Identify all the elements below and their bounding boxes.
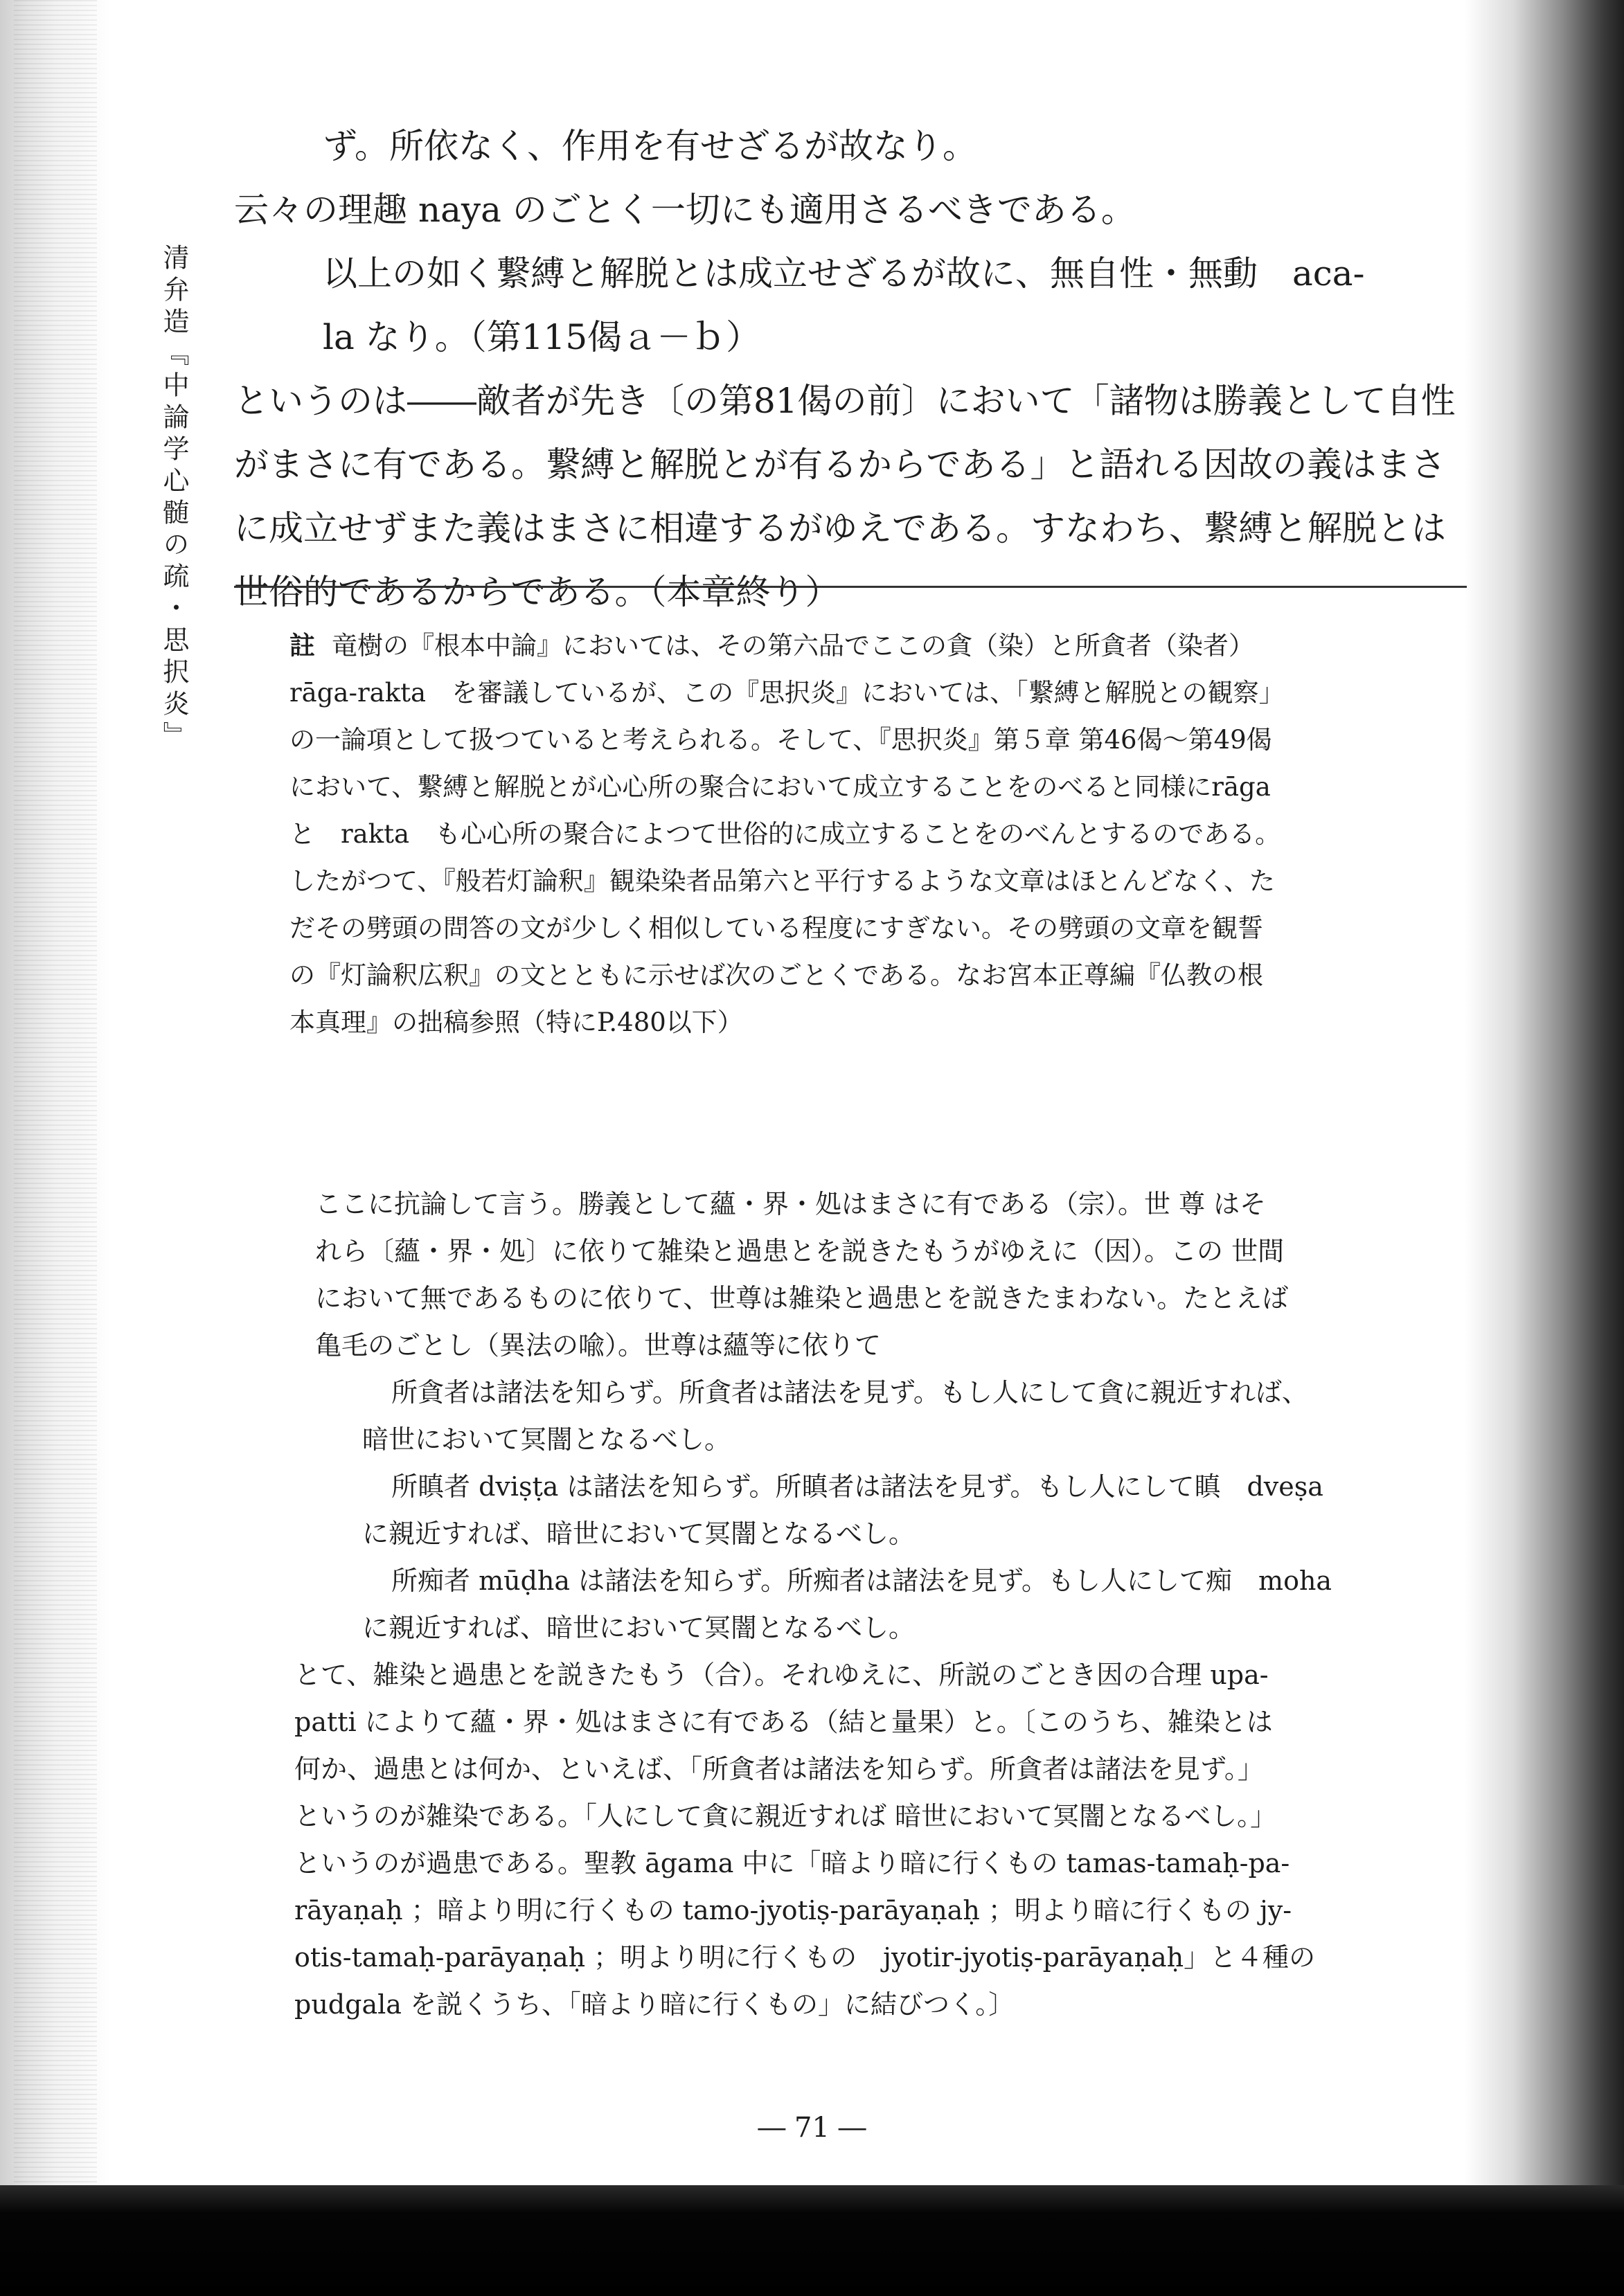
- quote-line: というのが過患である。聖教 āgama 中に「暗より暗に行くもの tamas-tamaḥ-pa-: [294, 1848, 1290, 1878]
- quote-line: ここに抗論して言う。勝義として蘊・界・処はまさに有である（宗）。世 尊 はそ: [315, 1189, 1267, 1219]
- quote-line: 暗世において冥闇となるべし。: [362, 1424, 731, 1455]
- note-line: [289, 622, 1467, 670]
- note-line: の一論項として扱つていると考えられる。そして、『思択炎』第５章 第46偈～第49偈: [289, 725, 1272, 755]
- note-line-text: 竜樹の『根本中論』においては、その第六品でここの貪（染）と所貪者（染者）: [332, 631, 1254, 661]
- text-line: 世俗的であるからである。（本章終り）: [234, 572, 840, 612]
- page-number: ― 71 ―: [758, 2112, 866, 2144]
- section-divider: [234, 586, 1467, 588]
- note-line: において、繋縛と解脱とが心心所の聚合において成立することをのべると同様にrāga: [289, 772, 1271, 802]
- text-line: に成立せずまた義はまさに相違するがゆえである。すなわち、繋縛と解脱とは: [234, 508, 1446, 548]
- note-line: だその劈頭の問答の文が少しく相似している程度にすぎない。その劈頭の文章を観誓: [289, 913, 1263, 943]
- text-line: ず。所依なく、作用を有せざるが故なり。: [323, 126, 977, 166]
- quote-line: に親近すれば、暗世において冥闇となるべし。: [362, 1613, 916, 1643]
- footnote-block: [289, 622, 1467, 1046]
- text-line: 云々の理趣 naya のごとく一切にも適用さるべきである。: [234, 190, 1136, 230]
- note-label: 註: [289, 630, 315, 661]
- quote-line: patti によりて蘊・界・処はまさに有である（結と量果）と。〔このうち、雑染とは: [294, 1707, 1273, 1737]
- scan-bottom-edge: [0, 2185, 1624, 2296]
- scan-gutter-shadow: [1465, 0, 1624, 2296]
- main-text-block: [234, 114, 1481, 624]
- quoted-passage-block: [294, 1181, 1479, 2028]
- text-line: 以上の如く繋縛と解脱とは成立せざるが故に、無自性・無動 aca-: [323, 253, 1365, 294]
- quote-line: というのが雑染である。「人にして貪に親近すれば 暗世において冥闇となるべし。」: [294, 1801, 1277, 1831]
- quote-line: に親近すれば、暗世において冥闇となるべし。: [362, 1518, 916, 1549]
- quote-line: pudgala を説くうち、「暗より暗に行くもの」に結びつく。〕: [294, 1989, 1015, 2020]
- note-line: したがつて、『般若灯論釈』観染染者品第六と平行するような文章はほとんどなく、た: [289, 866, 1276, 896]
- text-line: la なり。（第115偈ａ－ｂ）: [323, 317, 761, 357]
- text-line: がまさに有である。繋縛と解脱とが有るからである」と語れる因故の義はまさ: [234, 445, 1446, 485]
- note-line: 本真理』の拙稿参照（特にP.480以下）: [289, 1007, 743, 1037]
- quote-line: において無であるものに依りて、世尊は雑染と過患とを説きたまわない。たとえば: [315, 1283, 1289, 1313]
- quote-line: 亀毛のごとし（異法の喩）。世尊は蘊等に依りて: [315, 1330, 882, 1361]
- quote-line: otis-tamaḥ-parāyaṇaḥ ；明より明に行くもの jyotir-jyotiṣ-parāyaṇaḥ」と４種の: [294, 1942, 1316, 1973]
- quote-line: とて、雑染と過患とを説きたもう（合）。それゆえに、所説のごとき因の合理 upa-: [294, 1660, 1269, 1690]
- quote-line: rāyaṇaḥ ；暗より明に行くもの tamo-jyotiṣ-parāyaṇaḥ ；明より暗に行くもの jy-: [294, 1895, 1292, 1926]
- text-line: というのは――敵者が先き〔の第81偈の前〕において「諸物は勝義として自性: [234, 381, 1456, 421]
- quote-line: 所瞋者 dviṣṭa は諸法を知らず。所瞋者は諸法を見ず。もし人にして瞋 dveṣa: [391, 1471, 1323, 1502]
- quote-line: 所貪者は諸法を知らず。所貪者は諸法を見ず。もし人にして貪に親近すれば、: [391, 1377, 1308, 1408]
- quote-line: 所痴者 mūḍha は諸法を知らず。所痴者は諸法を見ず。もし人にして痴 moha: [391, 1566, 1332, 1596]
- quote-line: 何か、過患とは何か、といえば、「所貪者は諸法を知らず。所貪者は諸法を見ず。」: [294, 1754, 1264, 1784]
- note-line: rāga-rakta を審議しているが、この『思択炎』においては、「繋縛と解脱との観察」: [289, 678, 1285, 708]
- quote-line: れら〔蘊・界・処〕に依りて雑染と過患とを説きたもうがゆえに（因）。この 世間: [315, 1236, 1285, 1266]
- scan-left-edge: [0, 0, 111, 2296]
- running-head-vertical-title: 清弁造『中論学心髄の疏・思択炎』: [159, 244, 189, 753]
- note-line: の『灯論釈広釈』の文とともに示せば次のごとくである。なお宮本正尊編『仏教の根: [289, 960, 1263, 990]
- note-line: と rakta も心心所の聚合によつて世俗的に成立することをのべんとするのである。: [289, 819, 1281, 849]
